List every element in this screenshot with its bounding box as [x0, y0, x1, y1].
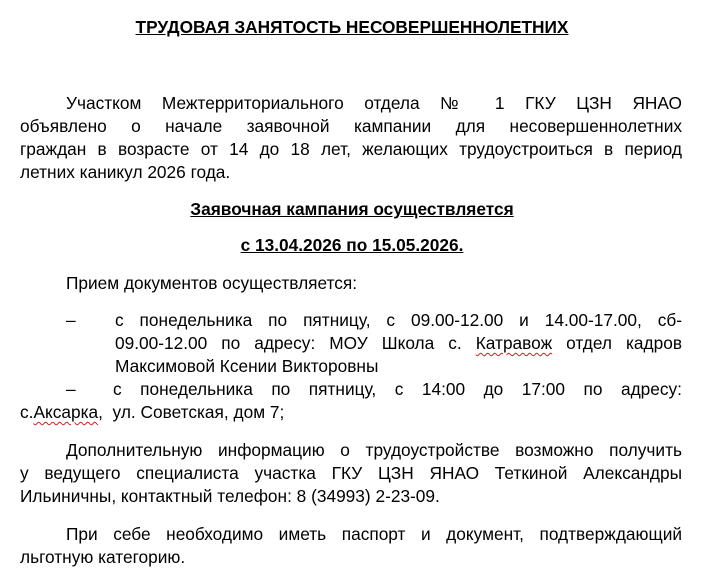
campaign-dates: с 13.04.2026 по 15.05.2026. — [240, 235, 464, 255]
intro-line-2: объявлено о начале заявочной кампании для несовершеннолетних — [20, 116, 682, 136]
documents-line-2: льготную категорию. — [20, 547, 186, 567]
schedule-item-1-line-2 — [115, 331, 682, 355]
documents-line-1: При себе необходимо иметь паспорт и документ, подтверждающий — [66, 524, 682, 544]
address-text: 09.00-12.00 по адресу: МОУ Школа с. — [115, 333, 476, 353]
address-text: отдел кадров — [552, 333, 682, 353]
list-bullet-dash: – — [66, 379, 76, 399]
extra-info-line-3: Ильиничны, контактный телефон: 8 (34993) 2-23-09. — [20, 486, 440, 506]
reception-heading: Прием документов осуществляется: — [66, 273, 358, 293]
address-text: с. — [20, 402, 34, 422]
place-name: Аксарка — [33, 402, 99, 422]
schedule-item-2-line-2 — [20, 400, 284, 424]
extra-info-line-2: у ведущего специалиста участка ГКУ ЦЗН ЯНАО Теткиной Александры — [20, 463, 682, 483]
intro-line-1: Участком Межтерриториального отдела № 1 ГКУ ЦЗН ЯНАО — [66, 93, 682, 113]
address-text: , ул. Советская, дом 7; — [98, 402, 285, 422]
intro-line-4: летних каникул 2026 года. — [20, 162, 231, 182]
schedule-item-2-line-1: с понедельника по пятницу, с 14:00 до 17:00 по адресу: — [113, 379, 682, 399]
document-title: ТРУДОВАЯ ЗАНЯТОСТЬ НЕСОВЕРШЕННОЛЕТНИХ — [135, 17, 569, 37]
schedule-item-1-line-3: Максимовой Ксении Викторовны — [115, 356, 379, 376]
campaign-heading: Заявочная кампания осуществляется — [190, 199, 514, 219]
extra-info-line-1: Дополнительную информацию о трудоустройстве возможно получить — [66, 440, 682, 460]
intro-line-3: граждан в возрасте от 14 до 18 лет, желающих трудоустроиться в период — [20, 139, 682, 159]
place-name: Катравож — [475, 333, 553, 353]
schedule-item-1-line-1: с понедельника по пятницу, с 09.00-12.00 и 14.00-17.00, сб- — [115, 310, 682, 330]
list-bullet-dash: – — [66, 310, 76, 330]
